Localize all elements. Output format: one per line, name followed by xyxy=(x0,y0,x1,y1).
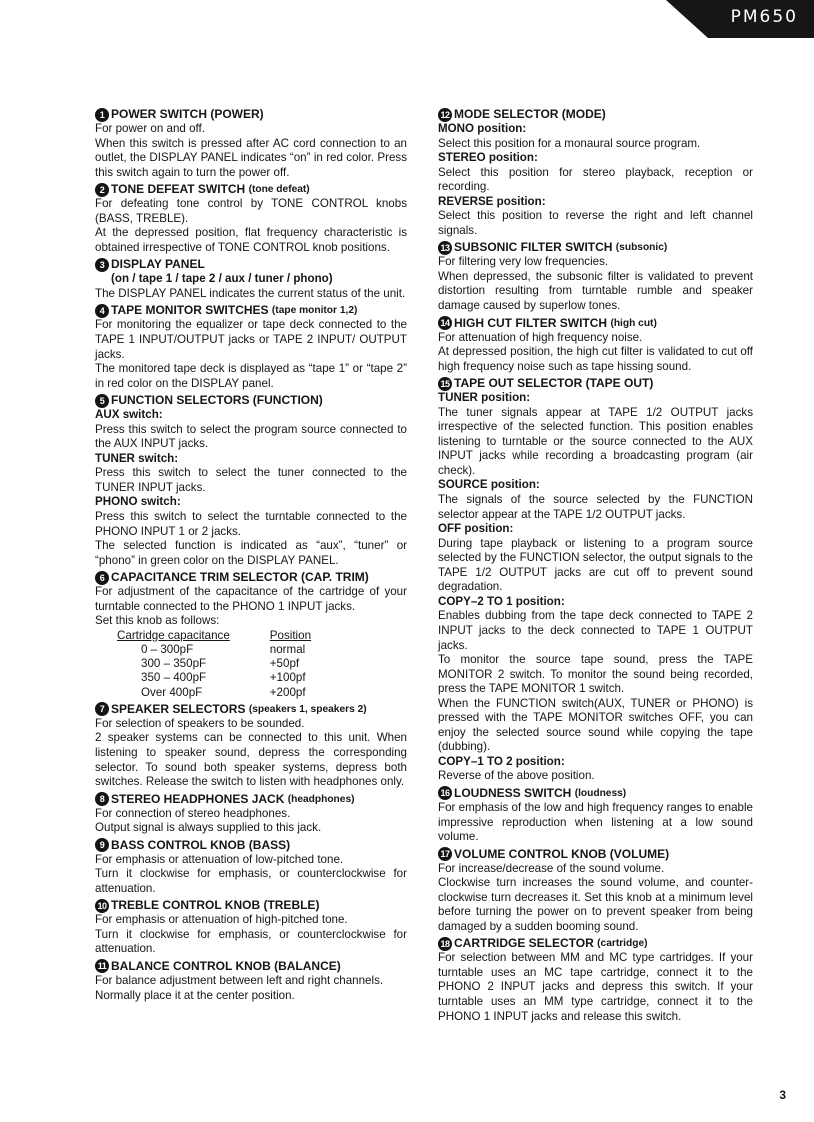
section-title: MODE SELECTOR (MODE) xyxy=(454,107,606,121)
body-paragraph: Enables dubbing from the tape deck connected to TAPE 2 INPUT jacks to the deck connected to TAPE 1 OUTPUT jacks. xyxy=(438,609,753,652)
control-section xyxy=(438,376,753,784)
control-section xyxy=(438,316,753,375)
model-tab xyxy=(666,0,814,38)
section-number-badge: 1 xyxy=(95,108,109,122)
section-title-note: (high cut) xyxy=(610,317,657,329)
position-label: PHONO switch: xyxy=(95,495,181,509)
body-paragraph: Turn it clockwise for emphasis, or counterclockwise for attenuation. xyxy=(95,927,407,956)
body-paragraph: Press this switch to select the program source connected to the AUX INPUT jacks. xyxy=(95,422,407,451)
section-title: TREBLE CONTROL KNOB (TREBLE) xyxy=(111,898,320,913)
control-section xyxy=(95,303,407,391)
body-paragraph: For monitoring the equalizer or tape deck connected to the TAPE 1 INPUT/OUTPUT jacks or TAPE 2 INPUT/ OUTPUT jacks. xyxy=(95,318,407,361)
body-paragraph: Select this position for stereo playback, reception or recording. xyxy=(438,165,753,194)
section-number-badge: 10 xyxy=(95,899,109,913)
section-title-note: (tone defeat) xyxy=(248,184,310,196)
section-title: TONE DEFEAT SWITCH xyxy=(111,182,246,197)
position-label: REVERSE position: xyxy=(438,194,546,208)
body-paragraph: For emphasis or attenuation of high-pitched tone. xyxy=(95,913,348,927)
section-heading xyxy=(438,376,753,391)
section-heading xyxy=(95,393,407,408)
section-title-note: (headphones) xyxy=(287,793,355,805)
control-section xyxy=(95,182,407,255)
section-number-badge: 3 xyxy=(95,258,109,272)
section-title: SUBSONIC FILTER SWITCH xyxy=(454,240,613,255)
body-paragraph: For selection of speakers to be sounded. xyxy=(95,716,305,730)
body-paragraph: For adjustment of the capacitance of the cartridge of your turntable connected to the PHONO 1 INPUT jacks. xyxy=(95,585,407,613)
section-heading xyxy=(438,107,753,122)
control-section xyxy=(95,898,407,957)
section-heading xyxy=(438,936,753,951)
control-section xyxy=(95,792,407,836)
body-paragraph: Clockwise turn increases the sound volume, and counter-clockwise turn decreases it. Set this knob at a minimum level before turning the power on to prevent speaker from being damaged by a sudden booming sound. xyxy=(438,876,753,933)
body-paragraph: At depressed position, the high cut filter is validated to cut off high frequency noise such as tape hissing sound. xyxy=(438,345,753,373)
body-paragraph: Set this knob as follows: xyxy=(95,614,220,628)
section-number-badge: 15 xyxy=(438,377,452,391)
section-title: DISPLAY PANEL xyxy=(111,257,205,272)
body-paragraph: The monitored tape deck is displayed as “tape 1” or “tape 2” in red color on the DISPLAY panel. xyxy=(95,362,407,390)
control-section xyxy=(438,936,753,1024)
position-label: AUX switch: xyxy=(95,408,163,422)
body-paragraph: The selected function is indicated as “aux”, “tuner” or “phono” in green color on the DISPLAY PANEL. xyxy=(95,539,407,567)
body-paragraph: Turn it clockwise for emphasis, or counterclockwise for attenuation. xyxy=(95,867,407,895)
page-number: 3 xyxy=(779,1088,786,1102)
body-paragraph: For power on and off. xyxy=(95,122,205,135)
body-paragraph: Select this position for a monaural source program. xyxy=(438,136,701,150)
control-section xyxy=(95,959,407,1003)
position-label: COPY–2 TO 1 position: xyxy=(438,594,565,608)
position-label: STEREO position: xyxy=(438,151,538,165)
body-paragraph: 2 speaker systems can be connected to this unit. When listening to speaker sound, depress the corresponding selector. To sound both speaker systems, depress both switches. Release the switch to listen with headphones only. xyxy=(95,731,407,789)
section-title: BALANCE CONTROL KNOB (BALANCE) xyxy=(111,958,341,973)
control-section xyxy=(438,240,753,313)
body-paragraph: Press this switch to select the tuner connected to the TUNER INPUT jacks. xyxy=(95,466,407,494)
capacitance-table xyxy=(117,629,311,700)
section-heading xyxy=(438,240,753,255)
control-section xyxy=(438,786,753,845)
position-cell: +200pf xyxy=(269,685,306,699)
capacitance-cell: 300 – 350pF xyxy=(141,657,207,671)
body-paragraph: When depressed, the subsonic filter is validated to prevent distortion resulting from turntable rumble and speaker damage caused by superlow tones. xyxy=(438,269,753,313)
section-subtitle: (on / tape 1 / tape 2 / aux / tuner / phono) xyxy=(111,272,333,286)
section-title-note: (tape monitor 1,2) xyxy=(271,305,358,317)
body-paragraph: For attenuation of high frequency noise. xyxy=(438,330,643,344)
section-title: BASS CONTROL KNOB (BASS) xyxy=(111,837,291,852)
body-paragraph: For increase/decrease of the sound volume. xyxy=(438,861,665,875)
section-number-badge: 14 xyxy=(438,316,452,330)
section-title-note: (speakers 1, speakers 2) xyxy=(248,703,367,715)
control-section xyxy=(95,838,407,897)
body-paragraph: For selection between MM and MC type cartridges. If your turntable uses an MC tape cartridge, connect it to the PHONO 2 INPUT jacks and depress this switch. If your turntable uses an MM type cartridge, connect it to the PHONO 1 INPUT jacks and release this switch. xyxy=(438,951,753,1023)
section-title: STEREO HEADPHONES JACK xyxy=(111,791,285,806)
control-section xyxy=(438,847,753,935)
section-title: TAPE OUT SELECTOR (TAPE OUT) xyxy=(454,376,654,391)
body-paragraph: When this switch is pressed after AC cord connection to an outlet, the DISPLAY PANEL indicates “on” in red color. Press this switch again to turn the power off. xyxy=(95,136,407,179)
section-number-badge: 5 xyxy=(95,394,109,408)
section-number-badge: 13 xyxy=(438,241,452,255)
section-number-badge: 6 xyxy=(95,571,109,585)
table-row xyxy=(117,671,311,685)
section-title-note: (cartridge) xyxy=(597,938,648,950)
section-heading xyxy=(95,702,407,717)
section-title: LOUDNESS SWITCH xyxy=(454,785,572,800)
position-label: OFF position: xyxy=(438,522,514,536)
body-paragraph: Output signal is always supplied to this jack. xyxy=(95,821,322,835)
left-column xyxy=(95,107,407,1003)
section-heading xyxy=(95,570,407,585)
section-heading xyxy=(438,316,753,331)
section-number-badge: 8 xyxy=(95,792,109,806)
section-title: CARTRIDGE SELECTOR xyxy=(454,936,594,951)
right-column xyxy=(438,107,753,1024)
section-heading xyxy=(95,959,407,974)
position-cell: +50pf xyxy=(269,657,300,671)
capacitance-cell: 350 – 400pF xyxy=(141,671,207,685)
table-row xyxy=(117,643,311,657)
section-heading xyxy=(95,838,407,853)
body-paragraph: Press this switch to select the turntable connected to the PHONO INPUT 1 or 2 jacks. xyxy=(95,510,407,538)
body-paragraph: For connection of stereo headphones. xyxy=(95,806,291,820)
section-title: HIGH CUT FILTER SWITCH xyxy=(454,315,608,330)
section-heading xyxy=(95,107,407,122)
section-title: CAPACITANCE TRIM SELECTOR (CAP. TRIM) xyxy=(111,570,369,585)
section-title: VOLUME CONTROL KNOB (VOLUME) xyxy=(454,846,670,861)
section-number-badge: 11 xyxy=(95,959,109,973)
section-title: TAPE MONITOR SWITCHES xyxy=(111,303,269,318)
body-paragraph: The signals of the source selected by the FUNCTION selector appear at the TAPE 1/2 OUTPUT jacks. xyxy=(438,493,753,521)
body-paragraph: During tape playback or listening to a program source selected by the FUNCTION selector, the output signals to the TAPE 1/2 OUTPUT jacks are cut off to prevent sound degradation. xyxy=(438,536,753,594)
section-heading xyxy=(438,786,753,801)
body-paragraph: Reverse of the above position. xyxy=(438,769,595,783)
control-section xyxy=(438,107,753,238)
section-number-badge: 9 xyxy=(95,838,109,852)
table-row xyxy=(117,657,311,671)
position-label: MONO position: xyxy=(438,122,527,135)
section-title-note: (subsonic) xyxy=(615,242,668,254)
section-number-badge: 7 xyxy=(95,702,109,716)
model-name: PM650 xyxy=(730,7,798,27)
body-paragraph: Normally place it at the center position. xyxy=(95,988,295,1002)
body-paragraph: For defeating tone control by TONE CONTROL knobs (BASS, TREBLE). xyxy=(95,197,407,225)
body-paragraph: For balance adjustment between left and right channels. xyxy=(95,973,384,987)
section-title: POWER SWITCH (POWER) xyxy=(111,107,264,121)
position-label: COPY–1 TO 2 position: xyxy=(438,754,565,768)
body-paragraph: For filtering very low frequencies. xyxy=(438,255,609,269)
control-section xyxy=(95,257,407,301)
position-cell: +100pf xyxy=(269,671,306,685)
body-paragraph: To monitor the source tape sound, press the TAPE MONITOR 2 switch. To monitor the sound being recorded, press the TAPE MONITOR 1 switch. xyxy=(438,653,753,696)
control-section xyxy=(95,570,407,700)
section-heading xyxy=(95,792,407,807)
column-header: Position xyxy=(269,628,312,642)
control-section xyxy=(95,107,407,180)
control-section xyxy=(95,702,407,790)
section-title: FUNCTION SELECTORS (FUNCTION) xyxy=(111,393,323,408)
section-number-badge: 2 xyxy=(95,183,109,197)
position-label: TUNER position: xyxy=(438,391,531,405)
capacitance-cell: Over 400pF xyxy=(141,685,203,699)
body-paragraph: Select this position to reverse the right and left channel signals. xyxy=(438,209,753,237)
section-heading xyxy=(95,898,407,913)
body-paragraph: At the depressed position, flat frequency characteristic is obtained irrespective of TONE CONTROL knob positions. xyxy=(95,226,407,254)
section-number-badge: 16 xyxy=(438,786,452,800)
section-number-badge: 4 xyxy=(95,304,109,318)
table-row xyxy=(117,686,311,700)
section-heading xyxy=(438,847,753,862)
section-number-badge: 17 xyxy=(438,847,452,861)
position-label: TUNER switch: xyxy=(95,451,179,465)
column-header: Cartridge capacitance xyxy=(117,628,230,642)
section-title: SPEAKER SELECTORS xyxy=(111,701,246,716)
body-paragraph: The tuner signals appear at TAPE 1/2 OUTPUT jacks irrespective of the selected function. This position enables listening to turntable or the source connected to the AUX INPUT jacks while recording a broadcasting program (air check). xyxy=(438,405,753,477)
section-title-note: (loudness) xyxy=(574,787,627,799)
body-paragraph: For emphasis of the low and high frequency ranges to enable impressive reproduction when listening at a low sound volume. xyxy=(438,800,753,844)
section-heading xyxy=(95,257,407,272)
section-heading xyxy=(95,182,407,197)
control-section xyxy=(95,393,407,568)
capacitance-cell: 0 – 300pF xyxy=(141,643,194,657)
body-paragraph: The DISPLAY PANEL indicates the current status of the unit. xyxy=(95,286,406,300)
body-paragraph: When the FUNCTION switch(AUX, TUNER or PHONO) is pressed with the TAPE MONITOR switches OFF, you can enjoy the selected source sound while copying the tape (dubbing). xyxy=(438,696,753,754)
table-header-row xyxy=(117,629,311,643)
position-cell: normal xyxy=(269,643,306,657)
section-heading xyxy=(95,303,407,318)
body-paragraph: For emphasis or attenuation of low-pitched tone. xyxy=(95,852,344,866)
position-label: SOURCE position: xyxy=(438,478,540,492)
section-number-badge: 12 xyxy=(438,108,452,122)
section-number-badge: 18 xyxy=(438,937,452,951)
